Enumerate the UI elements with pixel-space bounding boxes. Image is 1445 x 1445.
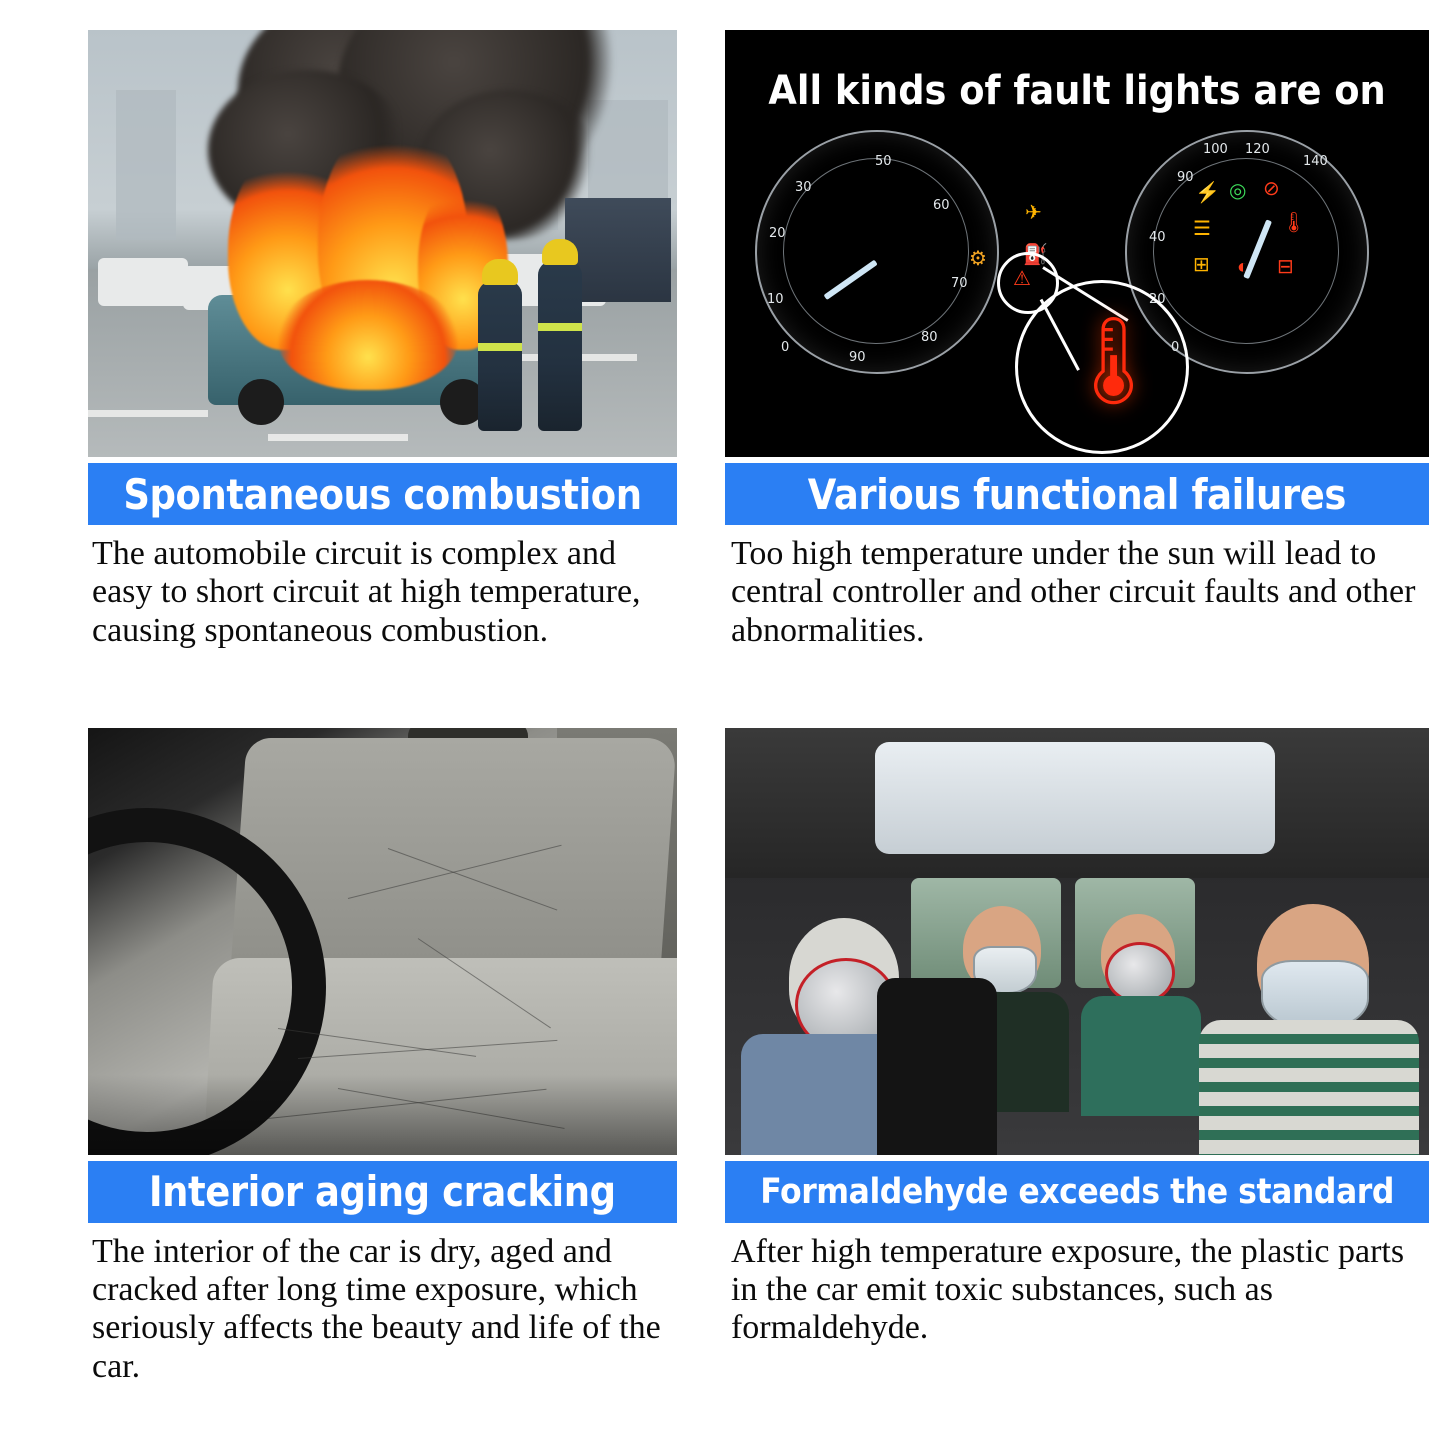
panel-interior-aging-cracking [88,728,677,1416]
firefighter [538,261,582,431]
front-seat [877,978,997,1155]
dial-number: 30 [794,180,812,195]
lane-marking [88,410,208,417]
dial-number: 70 [950,276,968,291]
firefighter-helmet [482,259,518,285]
banner-label: Spontaneous combustion [123,469,642,519]
panel-various-functional-failures [725,30,1429,718]
banner-interior-aging-cracking [88,1161,677,1223]
reflective-strip [478,343,522,351]
dial-number: 0 [780,340,790,355]
banner-label: Various functional failures [807,469,1347,519]
warning-light-icon: ⚙ [968,248,987,270]
dial-number: 20 [1148,292,1166,307]
banner-formaldehyde-exceeds-standard [725,1161,1429,1223]
photo-shadow-overlay [88,1075,677,1155]
warning-light-icon: ☰ [1192,218,1211,240]
back-passenger [1081,914,1201,1114]
firefighter-helmet [542,239,578,265]
photo-people-wearing-masks [725,728,1429,1155]
warning-light-icon: 🌡 [1280,212,1307,234]
dial-number: 140 [1302,154,1328,169]
flame [278,280,458,390]
photo-dashboard-warning-lights [725,30,1429,457]
coolant-temperature-warning-icon: 🌡 [1058,313,1169,409]
sunroof [875,742,1275,854]
panel-spontaneous-combustion [88,30,677,718]
warning-light-icon: ⚡ [1194,182,1220,204]
warning-light-icon: ⚠ [1012,268,1031,290]
photo-burning-car [88,30,677,457]
warning-light-icon: ⊟ [1276,256,1294,278]
caption-various-functional-failures: Too high temperature under the sun will lead to central controller and other circuit faults and other abnormalities. [730,535,1416,649]
banner-label: Interior aging cracking [149,1167,616,1216]
banner-various-functional-failures [725,463,1429,525]
caption-formaldehyde-exceeds-standard: After high temperature exposure, the plastic parts in the car emit toxic substances, such as formaldehyde. [730,1232,1405,1347]
lane-marking [268,434,408,441]
dial-number: 120 [1244,142,1270,157]
gas-mask [1105,942,1175,1004]
warning-light-icon: ⊘ [1262,178,1280,200]
firefighter [478,281,522,431]
passenger-torso [1081,996,1201,1116]
panel-formaldehyde-exceeds-standard [725,728,1429,1416]
car-wheel [238,379,284,425]
warning-light-icon: ⛽ [1022,244,1048,266]
caption-spontaneous-combustion: The automobile circuit is complex and easy to short circuit at high temperature, causing spontaneous combustion. [92,535,641,649]
dashboard-overlay-title: All kinds of fault lights are on [768,68,1386,114]
dial-number: 50 [874,154,892,169]
front-passenger-with-mask [1199,904,1419,1154]
parked-car [98,258,188,306]
caption-interior-aging-cracking: The interior of the car is dry, aged and cracked after long time exposure, which seriously affects the beauty and life of the car. [92,1232,661,1385]
dial-number: 100 [1202,142,1228,157]
banner-spontaneous-combustion [88,463,677,525]
dial-number: 0 [1170,340,1180,355]
background-building [116,90,176,240]
dial-number: 80 [920,330,938,345]
warning-light-icon: ⊞ [1192,254,1210,276]
warning-light-icon: ✈ [1024,202,1042,224]
dial-number: 90 [848,350,866,365]
passenger-torso [1199,1020,1419,1155]
reflective-strip [538,323,582,331]
warning-light-icon: ◐ [1236,256,1250,278]
dial-number: 40 [1148,230,1166,245]
dial-number: 90 [1176,170,1194,185]
warning-light-icon: ◎ [1228,180,1247,202]
dial-number: 60 [932,198,950,213]
dial-number: 10 [766,292,784,307]
banner-label: Formaldehyde exceeds the standard [760,1171,1394,1212]
dial-number: 20 [768,226,786,241]
photo-cracked-seat [88,728,677,1155]
